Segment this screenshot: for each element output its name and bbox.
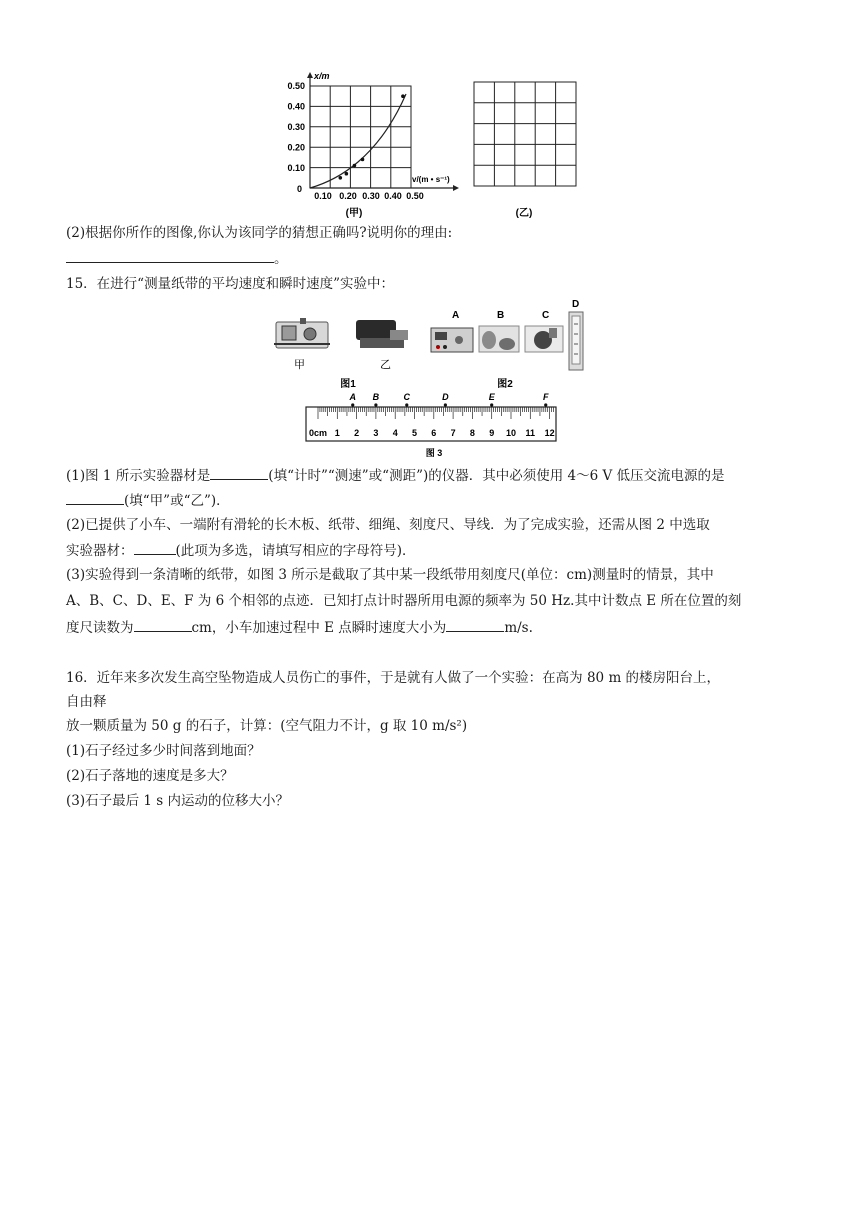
- q14-end-mark: 。: [274, 251, 288, 267]
- ruler-number: 3: [373, 428, 379, 438]
- q15-part1-line2: [66, 490, 230, 511]
- q15-p2-text-b: 实验器材：: [66, 543, 134, 559]
- ruler-point-label: C: [403, 392, 411, 402]
- data-point: [339, 176, 343, 180]
- graph-jia-grid: [310, 86, 411, 188]
- fig2-label-b: B: [497, 310, 505, 321]
- ruler-point-label: F: [542, 392, 549, 402]
- ruler-number: 4: [392, 428, 398, 438]
- y-tick: 0.30: [287, 122, 305, 132]
- graph-jia-x-arrow: [453, 185, 459, 191]
- fig2-label-c: C: [542, 310, 550, 321]
- ruler-point-label: E: [488, 392, 495, 402]
- answer-blank[interactable]: [210, 465, 268, 480]
- weights-image: [479, 326, 519, 352]
- ruler-tool-image: [569, 312, 583, 370]
- figure-1: [270, 310, 420, 390]
- ruler-point-e: [490, 403, 493, 406]
- q16-line2: 自由释: [66, 694, 107, 710]
- q15-p3-text-c3: m/s.: [504, 620, 533, 636]
- ruler-point-b: [374, 403, 377, 406]
- ruler-point-label: A: [349, 392, 356, 402]
- data-point: [361, 158, 365, 162]
- fig1-label-yi: 乙: [380, 359, 391, 371]
- graph-jia-x-ticks: [314, 191, 424, 201]
- q15-part2-line2: [66, 540, 416, 561]
- ruler-number: 7: [450, 428, 456, 438]
- q16-sub1: (1)石子经过多少时间落到地面？: [66, 743, 261, 759]
- q15-part3-line3: [66, 617, 533, 638]
- stopwatch-image: [525, 326, 563, 352]
- ruler-point-c: [405, 403, 408, 406]
- x-tick: 0.50: [406, 191, 424, 201]
- ruler-number: 6: [431, 428, 437, 438]
- fig3-caption: 图 3: [425, 448, 443, 458]
- ruler-unit-label: 0cm: [309, 428, 328, 438]
- ruler-number: 8: [469, 428, 475, 438]
- fig2-label-a: A: [452, 310, 460, 321]
- y-tick: 0.40: [287, 101, 305, 112]
- ruler-point-f: [544, 403, 547, 406]
- x-tick: 0.10: [314, 191, 332, 201]
- answer-blank[interactable]: [134, 540, 176, 555]
- ruler-number: 10: [505, 428, 517, 438]
- data-point: [353, 164, 357, 168]
- q15-part3-line2: A、B、C、D、E、F 为 6 个相邻的点迹．已知打点计时器所用电源的频率为 50 Hz.其中计数点 E 所在位置的刻: [66, 593, 742, 609]
- graph-jia-y-label: x/m: [314, 71, 330, 81]
- data-point: [345, 172, 349, 176]
- fig2-caption: 图2: [497, 379, 513, 390]
- y-tick: 0.50: [287, 81, 305, 91]
- ruler-number: 11: [525, 428, 536, 438]
- figure-2: [425, 296, 595, 392]
- graph-jia-caption: (甲): [345, 208, 363, 219]
- graph-jia-y-ticks: [287, 81, 305, 194]
- q15-part1-line1: [66, 465, 725, 486]
- graph-yi: [470, 78, 580, 220]
- power-supply-image: [431, 328, 473, 352]
- q15-p2-text-c: (此项为多选，请填写相应的字母符号)．: [175, 543, 416, 559]
- q15-p3-text-c1: 度尺读数为: [66, 620, 134, 636]
- q15-part3-line1: (3)实验得到一条清晰的纸带，如图 3 所示是截取了其中某一段纸带用刻度尺(单位：cm)测量时的情景，其中: [66, 567, 714, 583]
- graph-yi-grid: [474, 82, 576, 186]
- answer-blank[interactable]: [446, 617, 504, 632]
- timer-jia-image: [274, 318, 330, 348]
- q16-line1: 16．近年来多次发生高空坠物造成人员伤亡的事件，于是就有人做了一个实验：在高为 80 m 的楼房阳台上，: [66, 670, 721, 686]
- ruler-point-label: B: [372, 392, 380, 402]
- ruler-point-a: [351, 403, 354, 406]
- ruler-point-label: D: [442, 392, 449, 402]
- ruler-point-d: [444, 403, 447, 406]
- q15-p1-text-a: (1)图 1 所示实验器材是: [66, 468, 211, 484]
- q16-sub2: (2)石子落地的速度是多大？: [66, 768, 234, 784]
- q14-part2: [66, 223, 452, 243]
- q15-title: 15．在进行“测量纸带的平均速度和瞬时速度”实验中：: [66, 276, 394, 292]
- y-tick: 0: [296, 184, 302, 194]
- fig1-label-jia: 甲: [294, 359, 305, 371]
- ruler-number: 2: [354, 428, 360, 438]
- q16-line3: 放一颗质量为 50 g 的石子，计算：(空气阻力不计，g 取 10 m/s²): [66, 718, 468, 734]
- fig2-label-d: D: [572, 299, 580, 310]
- ruler-number: 1: [334, 428, 340, 438]
- ruler-number: 5: [411, 428, 418, 438]
- fig1-caption: 图1: [340, 379, 356, 390]
- x-tick: 0.30: [362, 191, 380, 201]
- graph-jia-y-arrow: [307, 72, 313, 78]
- graph-jia-x-label: v/(m • s⁻¹): [412, 175, 450, 184]
- y-tick: 0.20: [287, 142, 305, 153]
- graph-jia-fit-curve: [310, 94, 406, 188]
- q15-part2-line1: (2)已提供了小车、一端附有滑轮的长木板、纸带、细绳、刻度尺、导线．为了完成实验，还需从图 2 中选取: [66, 517, 710, 533]
- timer-yi-image: [356, 320, 408, 348]
- x-tick: 0.40: [384, 191, 402, 201]
- y-tick: 0.10: [287, 163, 305, 173]
- q15-p1-text-b: (填“计时”“测速”或“测距”)的仪器．其中必须使用 4～6 V 低压交流电源的是: [268, 468, 725, 484]
- ruler-number: 12: [544, 428, 555, 438]
- q15-p3-text-c2: cm，小车加速过程中 E 点瞬时速度大小为: [191, 620, 447, 636]
- graph-yi-caption: (乙): [515, 208, 533, 219]
- q15-p1-text-c: (填“甲”或“乙”)．: [124, 493, 230, 509]
- q14-part2-text: (2)根据你所作的图像,你认为该同学的猜想正确吗?说明你的理由:: [66, 225, 453, 241]
- answer-blank[interactable]: [66, 490, 124, 505]
- answer-blank[interactable]: [134, 617, 192, 632]
- x-tick: 0.20: [339, 191, 357, 201]
- ruler-points: [348, 392, 549, 407]
- figure-3: [300, 390, 562, 462]
- answer-blank[interactable]: [66, 248, 274, 263]
- graph-jia-points: [339, 94, 405, 179]
- ruler-number: 9: [489, 428, 495, 438]
- q16-sub3: (3)石子最后 1 s 内运动的位移大小？: [66, 793, 290, 809]
- graph-jia: [278, 68, 468, 220]
- q14-part2-answer-line: [66, 248, 288, 269]
- data-point: [401, 94, 405, 98]
